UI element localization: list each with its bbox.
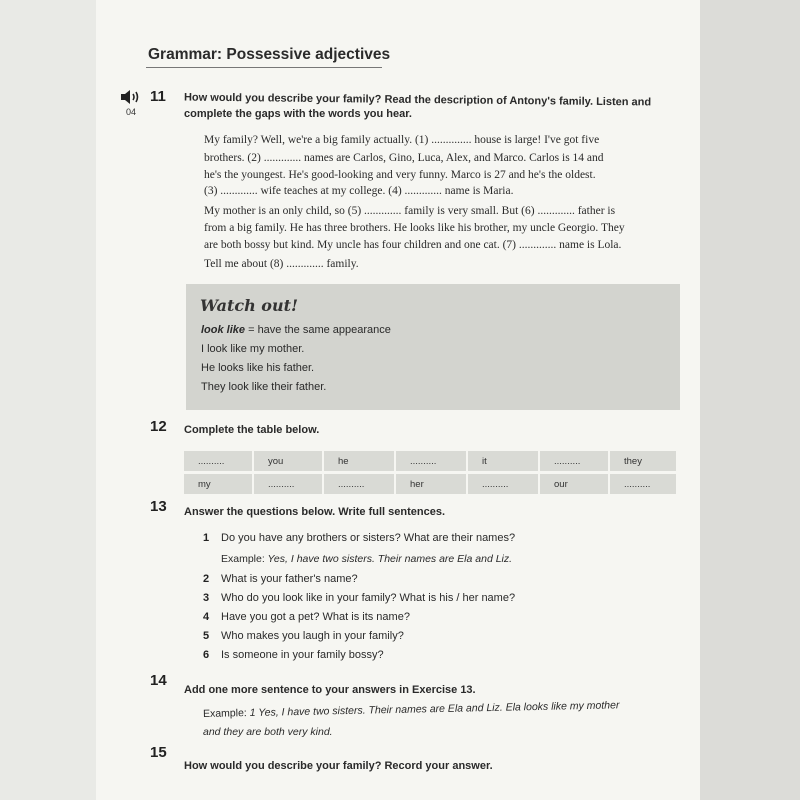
exercise-12-instruction: Complete the table below. — [184, 424, 320, 436]
exercise-number-14: 14 — [150, 672, 167, 689]
exercise-11-instruction-line1: How would you describe your family? Read the description of Antony's family. Listen and — [183, 91, 652, 109]
exercise-number-15: 15 — [150, 744, 167, 761]
example-text: Yes, I have two sisters. Their names are Ela and Liz. — [264, 553, 513, 565]
audio-icon[interactable] — [120, 89, 144, 105]
reading-line: he's the youngest. He's good-looking and very funny. Marco is 27 and he's the oldest. — [204, 169, 596, 181]
exercise-13-instruction: Answer the questions below. Write full sentences. — [184, 506, 445, 518]
track-number: 04 — [126, 107, 137, 117]
watch-out-rule-definition: = have the same appearance — [245, 324, 391, 336]
table-cell: our — [540, 474, 608, 494]
table-cell[interactable]: .......... — [254, 474, 322, 494]
table-cell[interactable]: .......... — [540, 451, 608, 471]
exercise-14-instruction: Add one more sentence to your answers in Exercise 13. — [184, 684, 476, 696]
reading-line: My family? Well, we're a big family actually. (1) .............. house is large! I've got five — [204, 134, 600, 146]
title-underline — [146, 67, 382, 68]
background-surface — [700, 0, 800, 800]
exercise-number-12: 12 — [150, 418, 167, 435]
question-number: 3 — [203, 592, 210, 604]
adjective-table-row — [184, 474, 676, 494]
reading-line: Tell me about (8) ............. family. — [204, 258, 359, 270]
reading-line: from a big family. He has three brothers. He looks like his brother, my uncle Georgio. They — [204, 222, 625, 234]
reading-line: brothers. (2) ............. names are Carlos, Gino, Luca, Alex, and Marco. Carlos is 14 and — [204, 152, 604, 164]
example-text: 1 Yes, I have two sisters. Their names are Ela and Liz. Ela looks like my mother — [246, 699, 620, 720]
table-cell[interactable]: .......... — [184, 451, 252, 471]
watch-out-example: They look like their father. — [201, 381, 327, 393]
watch-out-rule-term: look like — [201, 324, 246, 336]
table-cell: her — [396, 474, 466, 494]
watch-out-example: He looks like his father. — [201, 362, 315, 374]
example-text: and they are both very kind. — [203, 726, 333, 738]
table-cell[interactable]: .......... — [324, 474, 394, 494]
question-number: 6 — [203, 649, 210, 661]
question-text: Who makes you laugh in your family? — [221, 630, 404, 642]
table-cell: they — [610, 451, 676, 471]
section-title: Grammar: Possessive adjectives — [148, 46, 391, 63]
watch-out-rule — [201, 324, 391, 336]
pronoun-table-row — [184, 451, 676, 471]
example-label: Example: — [202, 707, 247, 720]
watch-out-heading: Watch out! — [200, 296, 298, 315]
exercise-11-instruction-line2: complete the gaps with the words you hear. — [184, 108, 412, 120]
question-text: Who do you look like in your family? What is his / her name? — [221, 592, 516, 604]
watch-out-example: I look like my mother. — [201, 343, 305, 355]
example-sentence — [221, 553, 512, 565]
table-cell[interactable]: .......... — [610, 474, 676, 494]
question-number: 1 — [203, 532, 210, 544]
question-text: What is your father's name? — [221, 573, 358, 585]
question-text: Do you have any brothers or sisters? What are their names? — [221, 532, 516, 544]
example-label: Example: — [221, 553, 265, 565]
question-text: Is someone in your family bossy? — [221, 649, 384, 661]
exercise-number-11: 11 — [150, 88, 166, 105]
table-cell: my — [184, 474, 252, 494]
table-cell: it — [468, 451, 538, 471]
example-sentence — [203, 726, 333, 738]
table-cell: he — [324, 451, 394, 471]
question-number: 2 — [203, 573, 210, 585]
table-cell: you — [254, 451, 322, 471]
table-cell[interactable]: .......... — [468, 474, 538, 494]
reading-line: (3) ............. wife teaches at my college. (4) ............. name is Maria. — [204, 185, 514, 197]
reading-line: My mother is an only child, so (5) ............. family is very small. But (6) ............. father is — [204, 205, 616, 217]
question-text: Have you got a pet? What is its name? — [221, 611, 410, 623]
question-number: 5 — [203, 630, 210, 642]
reading-line: are both bossy but kind. My uncle has four children and one cat. (7) ............. name is Lola. — [204, 239, 622, 251]
exercise-15-instruction: How would you describe your family? Record your answer. — [184, 760, 493, 772]
exercise-number-13: 13 — [150, 498, 167, 515]
table-cell[interactable]: .......... — [396, 451, 466, 471]
question-number: 4 — [203, 611, 210, 623]
